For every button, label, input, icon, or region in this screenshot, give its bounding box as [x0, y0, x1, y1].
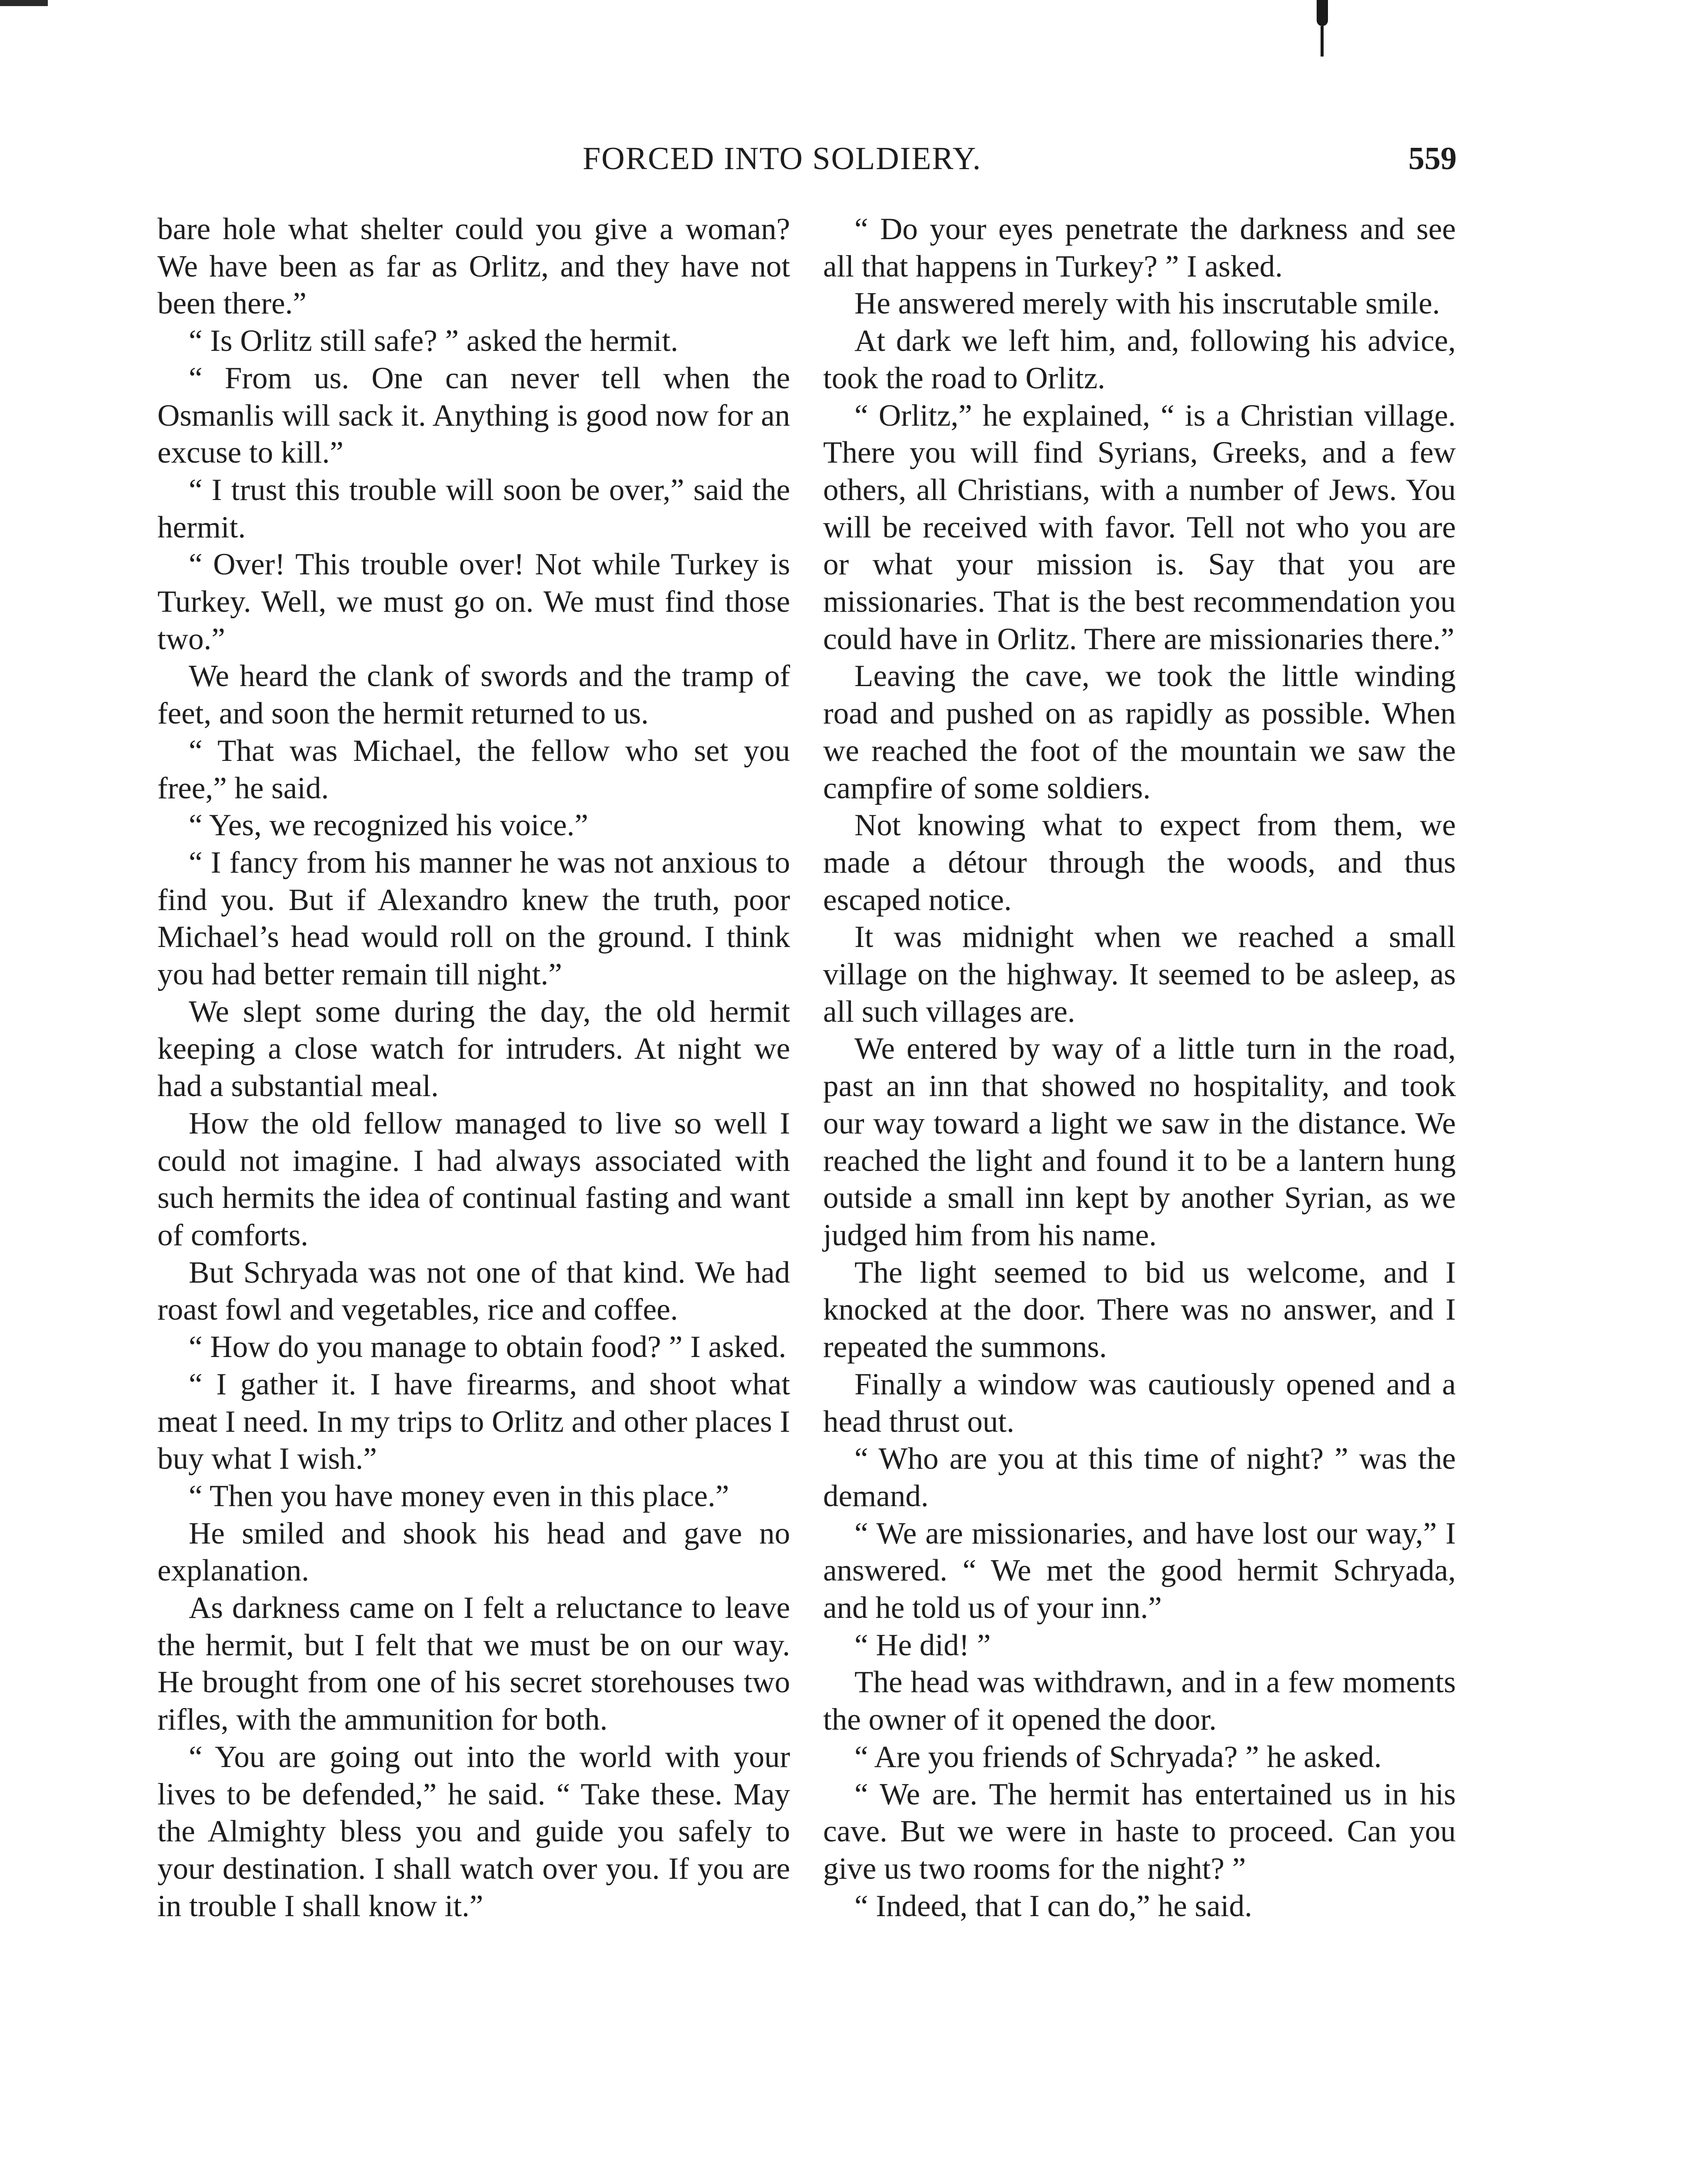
paragraph: “ I gather it. I have firearms, and shoot what meat I need. In my trips to Orlitz and other places I buy what I wish.” [157, 1367, 791, 1476]
paragraph: “ Over! This trouble over! Not while Turkey is Turkey. Well, we must go on. We must find those two.” [157, 547, 790, 656]
paragraph: As darkness came on I felt a reluctance to leave the hermit, but I felt that we must be on our way. He brought from one of his secret storehouses two rifles, with the ammunition for both. [157, 1591, 790, 1737]
paragraph: “ I trust this trouble will soon be over,” said the hermit. [157, 473, 790, 544]
chapter-title: FORCED INTO SOLDIERY. [583, 141, 982, 177]
paragraph: The head was withdrawn, and in a few moments the owner of it opened the door. [823, 1665, 1456, 1737]
left-column [157, 211, 790, 1925]
paragraph: “ Is Orlitz still safe? ” asked the hermit. [189, 324, 678, 358]
paragraph: “ We are. The hermit has entertained us in his cave. But we were in haste to proceed. Can you give us two rooms for the night? ” [823, 1777, 1456, 1886]
paragraph: “ Then you have money even in this place.” [189, 1479, 729, 1513]
paragraph: The light seemed to bid us welcome, and I knocked at the door. There was no answer, and I repeated the summons. [823, 1255, 1456, 1364]
page-number: 559 [1408, 141, 1457, 177]
paragraph: “ That was Michael, the fellow who set you free,” he said. [157, 734, 790, 805]
paragraph: “ Do your eyes penetrate the darkness and see all that happens in Turkey? ” I asked. [823, 212, 1456, 283]
paragraph: We heard the clank of swords and the tramp of feet, and soon the hermit returned to us. [157, 659, 790, 731]
running-head [161, 135, 1457, 183]
paragraph: He answered merely with his inscrutable smile. [854, 287, 1440, 321]
paragraph: Not knowing what to expect from them, we made a détour through the woods, and thus escaped notice. [823, 808, 1456, 917]
paragraph: How the old fellow managed to live so well I could not imagine. I had always associated with such hermits the idea of continual fasting and want of comforts. [157, 1106, 790, 1252]
paragraph: “ We are missionaries, and have lost our way,” I answered. “ We met the good hermit Schryada, and he told us of your inn.” [823, 1516, 1456, 1625]
paragraph: “ From us. One can never tell when the Osmanlis will sack it. Anything is good now for an excuse to kill.” [157, 361, 790, 470]
paragraph: Leaving the cave, we took the little winding road and pushed on as rapidly as possible. When we reached the foot of the mountain we saw the campfire of some soldiers. [823, 659, 1456, 805]
paragraph: “ He did! ” [854, 1628, 991, 1662]
paragraph: We slept some during the day, the old hermit keeping a close watch for intruders. At night we had a substantial meal. [157, 994, 790, 1104]
right-column [823, 211, 1456, 1925]
paragraph: “ I fancy from his manner he was not anxious to find you. But if Alexandro knew the truth, poor Michael’s head would roll on the ground. I think you had better remain till night.” [157, 845, 790, 992]
paragraph: At dark we left him, and, following his advice, took the road to Orlitz. [823, 324, 1456, 395]
paragraph: “ Indeed, that I can do,” he said. [854, 1889, 1252, 1923]
paragraph: It was midnight when we reached a small village on the highway. It seemed to be asleep, as all such villages are. [823, 920, 1456, 1029]
paragraph: “ Yes, we recognized his voice.” [189, 808, 588, 843]
paragraph: “ Are you friends of Schryada? ” he asked. [854, 1740, 1382, 1774]
binding-pin-mark [1317, 0, 1328, 26]
paragraph: “ How do you manage to obtain food? ” I asked. [189, 1330, 787, 1364]
paragraph: But Schryada was not one of that kind. We had roast fowl and vegetables, rice and coffee. [157, 1255, 790, 1327]
paragraph: “ Who are you at this time of night? ” was the demand. [823, 1442, 1456, 1513]
paragraph: Finally a window was cautiously opened and a head thrust out. [823, 1367, 1456, 1439]
scan-corner-mark [0, 0, 48, 6]
paragraph: “ Orlitz,” he explained, “ is a Christian village. There you will find Syrians, Greeks, and a few others, all Christians, with a number of Jews. You will be received with favor. Tell not who you are or what your mission is. Say that you are missionaries. That is the best recommendation you could have in Orlitz. There are missionaries there.” [823, 398, 1456, 656]
paragraph: We entered by way of a little turn in the road, past an inn that showed no hospitality, and took our way toward a light we saw in the distance. We reached the light and found it to be a lantern hung outside a small inn kept by another Syrian, as we judged him from his name. [823, 1032, 1456, 1252]
paragraph: He smiled and shook his head and gave no explanation. [157, 1516, 790, 1588]
paragraph: bare hole what shelter could you give a woman? We have been as far as Orlitz, and they have not been there.” [157, 212, 790, 321]
paragraph: “ You are going out into the world with your lives to be defended,” he said. “ Take these. May the Almighty bless you and guide you safely to your destination. I shall watch over you. If you are in trouble I shall know it.” [157, 1740, 790, 1923]
